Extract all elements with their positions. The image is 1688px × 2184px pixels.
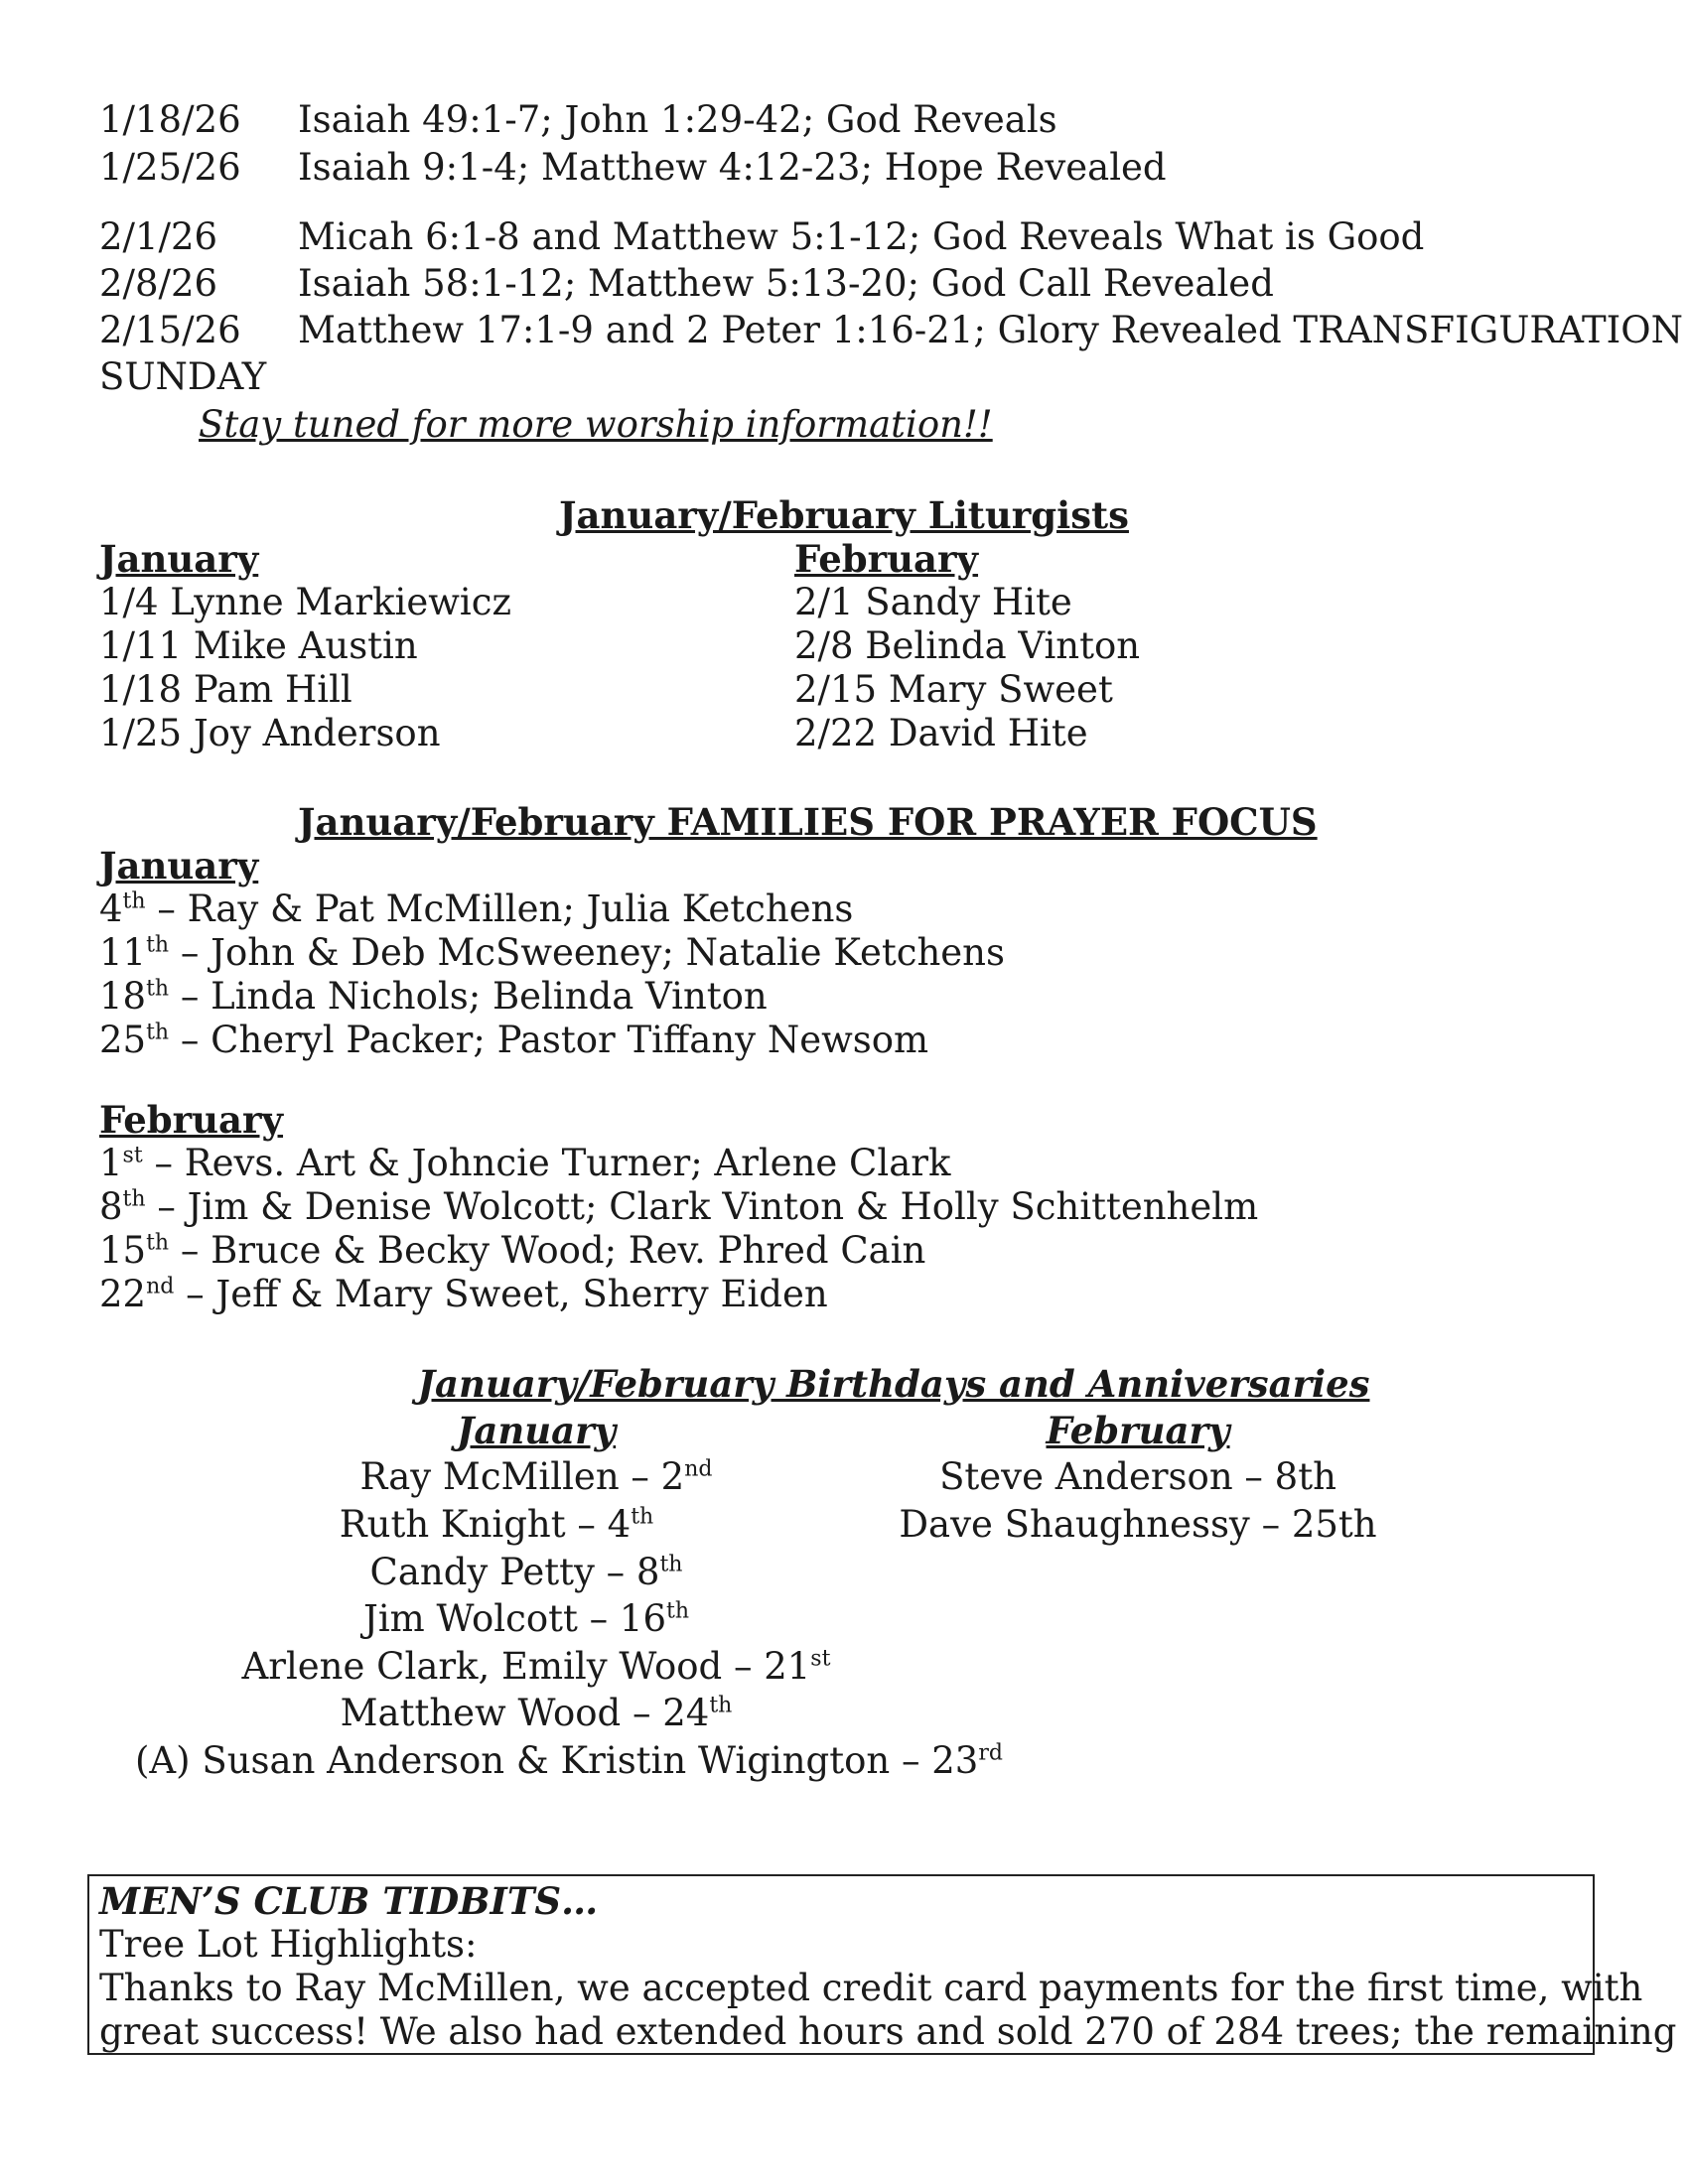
- birthday-entry: Ray McMillen – 2nd: [359, 1455, 713, 1498]
- prayer-entry: 22nd – Jeff & Mary Sweet, Sherry Eiden: [99, 1273, 828, 1315]
- mens-club-line: great success! We also had extended hours and sold 270 of 284 trees; the remaining: [99, 2010, 1677, 2053]
- prayer-entry: 25th – Cheryl Packer; Pastor Tiffany Newsom: [99, 1019, 929, 1061]
- liturgists-february-heading: February: [794, 537, 979, 581]
- birthdays-january-heading: January: [456, 1409, 617, 1452]
- prayer-entry: 8th – Jim & Denise Wolcott; Clark Vinton & Holly Schittenhelm: [99, 1185, 1259, 1228]
- schedule-text: Micah 6:1-8 and Matthew 5:1-12; God Reveals What is Good: [298, 215, 1425, 258]
- liturgist-entry: 2/1 Sandy Hite: [794, 581, 1072, 623]
- schedule-date: 2/8/26: [99, 262, 218, 305]
- schedule-text: Isaiah 58:1-12; Matthew 5:13-20; God Call Revealed: [298, 262, 1274, 305]
- liturgist-entry: 2/15 Mary Sweet: [794, 668, 1113, 711]
- schedule-text: Isaiah 49:1-7; John 1:29-42; God Reveals: [298, 98, 1057, 141]
- liturgists-january-heading: January: [99, 537, 259, 581]
- prayer-entry: 4th – Ray & Pat McMillen; Julia Ketchens: [99, 887, 854, 930]
- prayer-january-heading: January: [99, 844, 259, 887]
- birthday-entry: Steve Anderson – 8th: [939, 1455, 1336, 1498]
- schedule-date: 1/25/26: [99, 146, 241, 189]
- mens-club-title: MEN’S CLUB TIDBITS…: [99, 1879, 599, 1923]
- schedule-date: 2/15/26: [99, 309, 241, 351]
- stay-tuned-note: Stay tuned for more worship information!!: [199, 403, 993, 446]
- prayer-entry: 1st – Revs. Art & Johncie Turner; Arlene Clark: [99, 1142, 951, 1184]
- birthday-entry: Arlene Clark, Emily Wood – 21st: [241, 1645, 831, 1688]
- schedule-text: Isaiah 9:1-4; Matthew 4:12-23; Hope Revealed: [298, 146, 1167, 189]
- prayer-entry: 11th – John & Deb McSweeney; Natalie Ketchens: [99, 931, 1006, 974]
- anniversary-entry: (A) Susan Anderson & Kristin Wigington – 23rd: [135, 1739, 1003, 1782]
- liturgist-entry: 1/25 Joy Anderson: [99, 712, 441, 754]
- liturgist-entry: 1/18 Pam Hill: [99, 668, 352, 711]
- schedule-date: 1/18/26: [99, 98, 241, 141]
- birthday-entry: Dave Shaughnessy – 25th: [899, 1503, 1377, 1546]
- prayer-title: January/February FAMILIES FOR PRAYER FOCUS: [298, 800, 1318, 844]
- birthdays-title: January/February Birthdays and Anniversaries: [417, 1362, 1370, 1406]
- birthday-entry: Ruth Knight – 4th: [339, 1503, 654, 1546]
- birthday-entry: Matthew Wood – 24th: [340, 1692, 733, 1734]
- liturgist-entry: 1/4 Lynne Markiewicz: [99, 581, 511, 623]
- prayer-entry: 18th – Linda Nichols; Belinda Vinton: [99, 975, 768, 1018]
- mens-club-line: Thanks to Ray McMillen, we accepted credit card payments for the first time, with: [99, 1967, 1643, 2009]
- liturgists-title: January/February Liturgists: [559, 493, 1129, 537]
- schedule-wrap: SUNDAY: [99, 355, 267, 398]
- schedule-text: Matthew 17:1-9 and 2 Peter 1:16-21; Glory Revealed TRANSFIGURATION: [298, 309, 1683, 351]
- birthday-entry: Jim Wolcott – 16th: [363, 1597, 689, 1640]
- liturgist-entry: 1/11 Mike Austin: [99, 624, 418, 667]
- mens-club-box: [87, 1874, 1677, 2055]
- liturgist-entry: 2/8 Belinda Vinton: [794, 624, 1141, 667]
- prayer-february-heading: February: [99, 1098, 284, 1142]
- birthday-entry: Candy Petty – 8th: [369, 1551, 683, 1593]
- schedule-date: 2/1/26: [99, 215, 218, 258]
- prayer-entry: 15th – Bruce & Becky Wood; Rev. Phred Cain: [99, 1229, 926, 1272]
- liturgist-entry: 2/22 David Hite: [794, 712, 1088, 754]
- birthdays-february-heading: February: [1046, 1409, 1230, 1452]
- mens-club-subtitle: Tree Lot Highlights:: [99, 1923, 478, 1966]
